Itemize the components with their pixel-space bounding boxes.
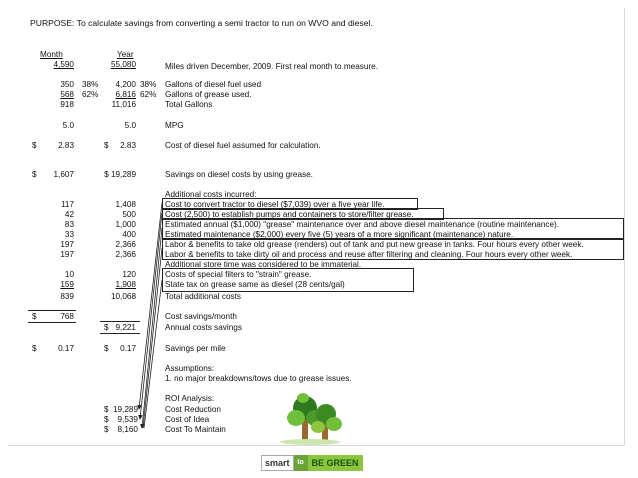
total-additional-month: 839: [60, 292, 74, 301]
per-mile-month: 0.17: [58, 344, 74, 353]
cost-savings-label: Cost savings/month: [165, 312, 237, 321]
roi-dollar-3: $: [104, 425, 109, 434]
gallons-diesel-year: 4,200: [115, 80, 136, 89]
logo-smart: smart: [261, 455, 294, 471]
arrow-labor: [143, 248, 162, 428]
assumptions-item: 1. no major breakdowns/tows due to grease issues.: [165, 374, 352, 383]
additional-year-4: 400: [122, 230, 136, 239]
additional-month-3: 83: [64, 220, 74, 229]
additional-label-3: Estimated annual ($1,000) "grease" maintenance over and above diesel maintenance (routine maintenance).: [165, 220, 560, 229]
arrow-pumps: [140, 213, 162, 419]
savings-label: Savings on diesel costs by using grease.: [165, 170, 313, 179]
gallons-grease-month: 568: [60, 90, 74, 99]
gallons-total-month: 918: [60, 100, 74, 109]
cost-savings-dollar: $: [32, 312, 37, 321]
additional-year-3: 1,000: [115, 220, 136, 229]
cost-savings-month: 768: [60, 312, 74, 321]
additional-month-9: 159: [60, 280, 74, 289]
additional-year-8: 120: [122, 270, 136, 279]
total-additional-label: Total additional costs: [165, 292, 242, 301]
miles-month: 4,590: [53, 60, 74, 69]
diesel-cost-year: 2.83: [120, 141, 136, 150]
gallons-grease-mpct: 62%: [82, 90, 99, 99]
additional-month-6: 197: [60, 250, 74, 259]
smart-to-be-green-logo: [261, 455, 381, 471]
gallons-diesel-ypct: 38%: [140, 80, 157, 89]
additional-year-5: 2,366: [115, 240, 136, 249]
additional-month-5: 197: [60, 240, 74, 249]
additional-label-9: State tax on grease same as diesel (28 cents/gal): [165, 280, 345, 289]
additional-label-1: Cost to convert tractor to diesel ($7,039) over a five year life.: [165, 200, 385, 209]
miles-label: Miles driven December, 2009. First real month to measure.: [165, 62, 378, 71]
additional-label-5: Labor & benefits to take old grease (renders) out of tank and put new grease in tanks. Four hours every other week.: [165, 240, 584, 249]
gallons-diesel-mpct: 38%: [82, 80, 99, 89]
logo-be-green: BE GREEN: [308, 455, 363, 471]
savings-month: 1,607: [53, 170, 74, 179]
annual-savings-dollar: $: [104, 323, 109, 332]
per-mile-year-dollar: $: [104, 344, 109, 353]
gallons-diesel-label: Gallons of diesel fuel used: [165, 80, 262, 89]
mpg-label: MPG: [165, 121, 184, 130]
year-header: Year: [117, 50, 134, 59]
roi-dollar-2: $: [104, 415, 109, 424]
roi-label-3: Cost To Maintain: [165, 425, 226, 434]
assumptions-title: Assumptions:: [165, 364, 215, 373]
roi-dollar-1: $: [104, 405, 109, 414]
additional-label-7: Additional store time was considered to be immaterial.: [165, 260, 362, 269]
additional-year-6: 2,366: [115, 250, 136, 259]
miles-year: 55,080: [110, 60, 136, 69]
month-header: Month: [40, 50, 63, 59]
roi-value-2: 9,539: [117, 415, 138, 424]
logo-to: to: [294, 455, 308, 471]
gallons-diesel-month: 350: [60, 80, 74, 89]
roi-value-3: 8,160: [117, 425, 138, 434]
additional-month-2: 42: [64, 210, 74, 219]
gallons-total-year: 11,016: [111, 100, 136, 109]
additional-label-4: Estimated maintenance ($2,000) every five (5) years of a more significant (maintenance) nature.: [165, 230, 514, 239]
diesel-cost-year-dollar: $: [104, 141, 109, 150]
roi-value-1: 19,289: [112, 405, 138, 414]
per-mile-label: Savings per mile: [165, 344, 226, 353]
roi-label-1: Cost Reduction: [165, 405, 221, 414]
additional-year-2: 500: [122, 210, 136, 219]
total-additional-year: 10,068: [110, 292, 136, 301]
roi-label-2: Cost of Idea: [165, 415, 210, 424]
tree-icon: [280, 393, 342, 445]
additional-label-2: Cost (2,500) to establish pumps and containers to store/filter grease.: [165, 210, 414, 219]
arrow-maintenance: [142, 228, 162, 428]
gallons-grease-ypct: 62%: [140, 90, 157, 99]
savings-year: $ 19,289: [104, 170, 136, 179]
additional-year-9: 1,908: [115, 280, 136, 289]
gallons-grease-year: 6,816: [115, 90, 136, 99]
gallons-total-label: Total Gallons: [165, 100, 213, 109]
additional-month-1: 117: [60, 200, 74, 209]
gallons-grease-label: Gallons of grease used.: [165, 90, 252, 99]
mpg-year: 5.0: [124, 121, 136, 130]
savings-month-dollar: $: [32, 170, 37, 179]
additional-label-8: Costs of special filters to "strain" grease.: [165, 270, 312, 279]
additional-header: Additional costs incurred:: [165, 190, 257, 199]
annual-savings-year: 9,221: [115, 323, 136, 332]
roi-title: ROI Analysis:: [165, 394, 215, 403]
annual-savings-label: Annual costs savings: [165, 323, 242, 332]
additional-month-4: 33: [64, 230, 74, 239]
per-mile-month-dollar: $: [32, 344, 37, 353]
additional-year-1: 1,408: [115, 200, 136, 209]
diesel-cost-month: 2.83: [58, 141, 74, 150]
per-mile-year: 0.17: [120, 344, 136, 353]
purpose-text: PURPOSE: To calculate savings from converting a semi tractor to run on WVO and diesel.: [30, 18, 373, 28]
diesel-cost-month-dollar: $: [32, 141, 37, 150]
additional-month-8: 10: [64, 270, 74, 279]
diesel-cost-label: Cost of diesel fuel assumed for calculation.: [165, 141, 321, 150]
mpg-month: 5.0: [62, 121, 74, 130]
additional-label-6: Labor & benefits to take dirty oil and process and reuse after filtering and cleaning. Four hours every other week.: [165, 250, 573, 259]
